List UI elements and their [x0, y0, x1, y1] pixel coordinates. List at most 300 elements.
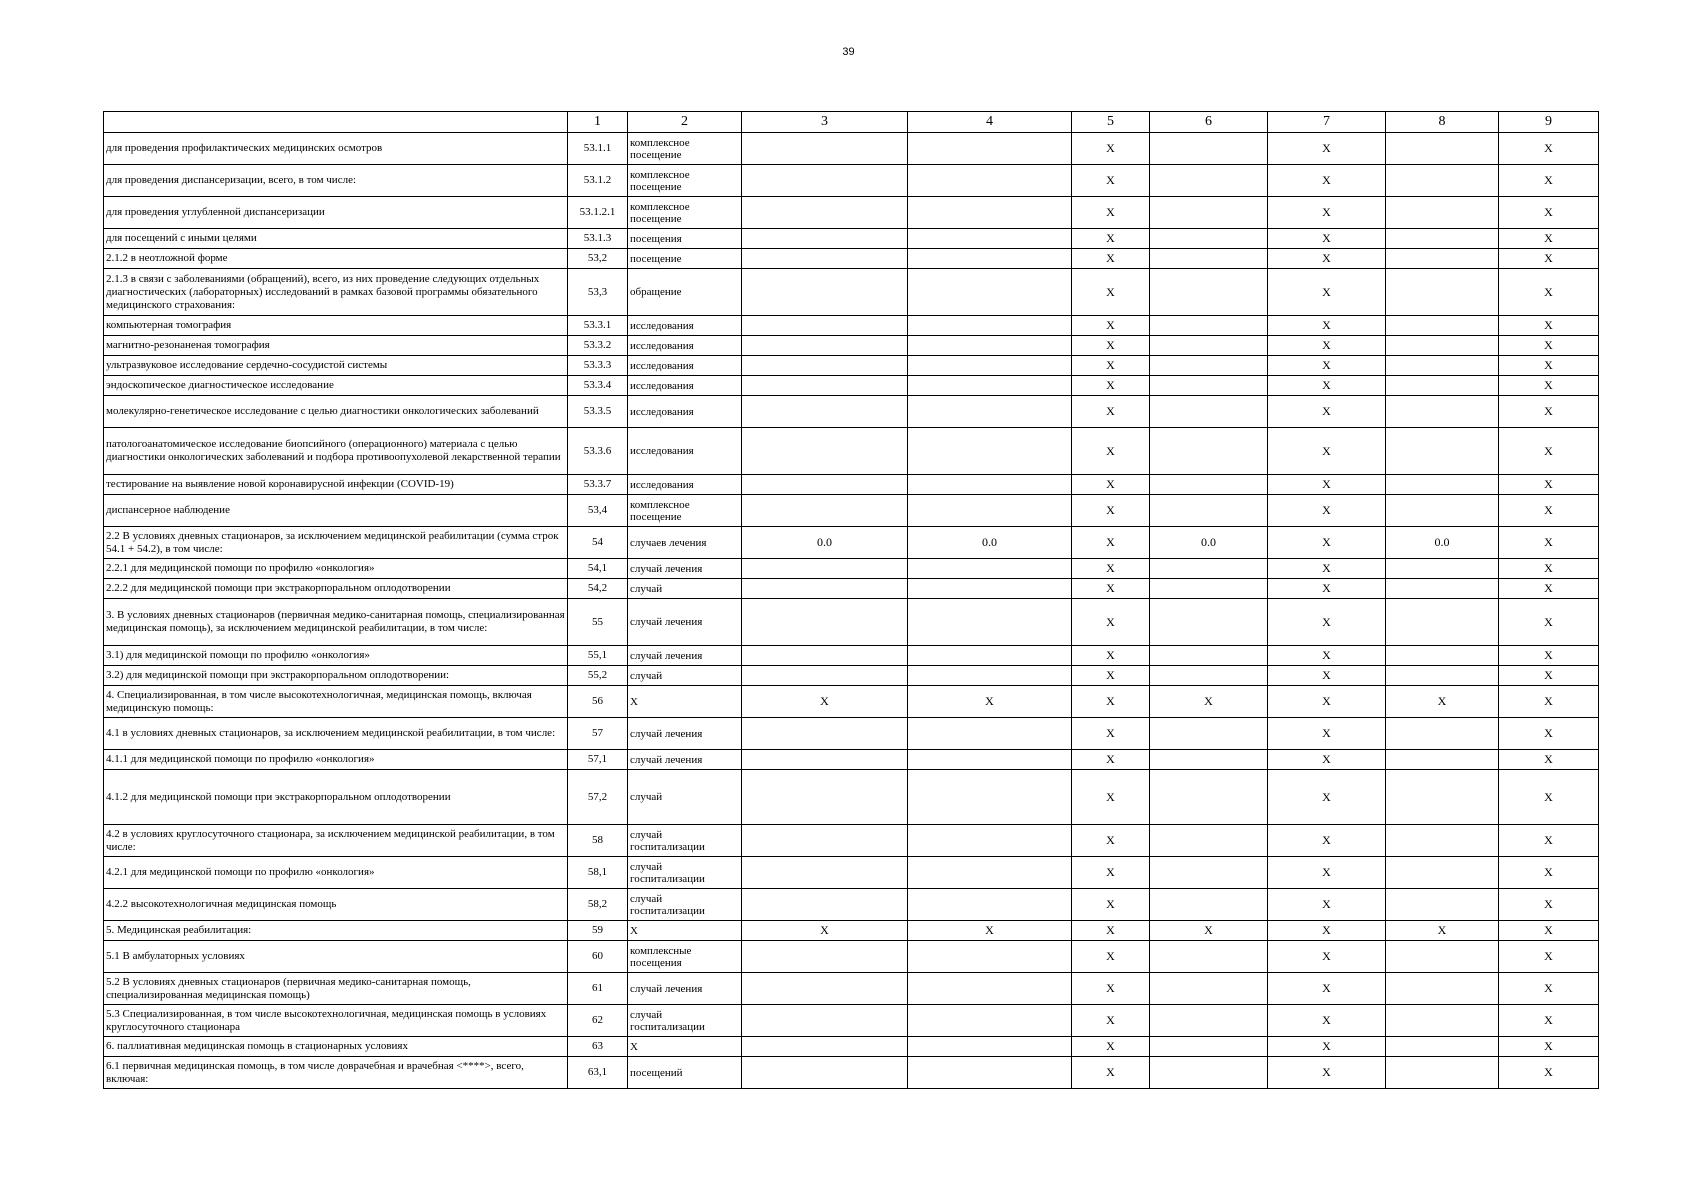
header-cell-7: 7: [1268, 112, 1386, 133]
value-cell-col-4: [908, 770, 1072, 825]
value-cell-col-6: [1150, 495, 1268, 527]
value-cell-col-7: X: [1268, 750, 1386, 770]
unit-cell: X: [628, 1037, 742, 1057]
value-cell-col-7: X: [1268, 825, 1386, 857]
row-code-cell: 53.1.1: [568, 133, 628, 165]
row-code-cell: 53.3.5: [568, 396, 628, 428]
value-cell-col-8: [1386, 973, 1499, 1005]
value-cell-col-7: X: [1268, 249, 1386, 269]
value-cell-col-9: X: [1499, 686, 1599, 718]
table-row: [104, 1037, 1599, 1057]
value-cell-col-5: X: [1072, 750, 1150, 770]
value-cell-col-4: [908, 396, 1072, 428]
value-cell-col-7: X: [1268, 559, 1386, 579]
value-cell-col-7: X: [1268, 1037, 1386, 1057]
table-row: [104, 750, 1599, 770]
row-label-cell: диспансерное наблюдение: [104, 495, 568, 527]
table-row: [104, 229, 1599, 249]
value-cell-col-8: [1386, 249, 1499, 269]
value-cell-col-5: X: [1072, 336, 1150, 356]
value-cell-col-5: X: [1072, 356, 1150, 376]
value-cell-col-9: X: [1499, 1005, 1599, 1037]
value-cell-col-7: X: [1268, 336, 1386, 356]
value-cell-col-9: X: [1499, 579, 1599, 599]
value-cell-col-5: X: [1072, 269, 1150, 316]
value-cell-col-9: X: [1499, 857, 1599, 889]
value-cell-col-8: [1386, 599, 1499, 646]
value-cell-col-7: X: [1268, 646, 1386, 666]
value-cell-col-5: X: [1072, 1005, 1150, 1037]
value-cell-col-7: X: [1268, 229, 1386, 249]
unit-cell: комплексное посещение: [628, 133, 742, 165]
row-label-cell: 4.1.2 для медицинской помощи при экстракорпоральном оплодотворении: [104, 770, 568, 825]
value-cell-col-9: X: [1499, 316, 1599, 336]
value-cell-col-9: X: [1499, 599, 1599, 646]
value-cell-col-9: X: [1499, 921, 1599, 941]
value-cell-col-6: [1150, 1005, 1268, 1037]
value-cell-col-6: [1150, 770, 1268, 825]
row-code-cell: 53.3.7: [568, 475, 628, 495]
row-code-cell: 53,3: [568, 269, 628, 316]
value-cell-col-8: [1386, 857, 1499, 889]
row-label-cell: 6.1 первичная медицинская помощь, в том числе доврачебная и врачебная <****>, всего, включая:: [104, 1057, 568, 1089]
value-cell-col-6: [1150, 428, 1268, 475]
value-cell-col-3: [742, 229, 908, 249]
row-label-cell: тестирование на выявление новой коронавирусной инфекции (COVID-19): [104, 475, 568, 495]
header-cell-8: 8: [1386, 112, 1499, 133]
value-cell-col-6: [1150, 889, 1268, 921]
row-label-cell: 2.1.3 в связи с заболеваниями (обращений), всего, из них проведение следующих отдельных диагностических (лабораторных) исследований в рамках базовой программы обязательного медицинского страхования:: [104, 269, 568, 316]
value-cell-col-7: X: [1268, 197, 1386, 229]
value-cell-col-4: [908, 197, 1072, 229]
unit-cell: исследования: [628, 316, 742, 336]
table-row: [104, 559, 1599, 579]
value-cell-col-5: X: [1072, 599, 1150, 646]
row-code-cell: 57,1: [568, 750, 628, 770]
value-cell-col-7: X: [1268, 921, 1386, 941]
row-label-cell: 6. паллиативная медицинская помощь в стационарных условиях: [104, 1037, 568, 1057]
value-cell-col-8: [1386, 495, 1499, 527]
value-cell-col-7: X: [1268, 495, 1386, 527]
value-cell-col-3: [742, 857, 908, 889]
value-cell-col-8: [1386, 1057, 1499, 1089]
value-cell-col-3: [742, 356, 908, 376]
value-cell-col-5: X: [1072, 686, 1150, 718]
unit-cell: случай лечения: [628, 750, 742, 770]
value-cell-col-6: [1150, 269, 1268, 316]
value-cell-col-7: X: [1268, 718, 1386, 750]
value-cell-col-3: [742, 825, 908, 857]
unit-cell: исследования: [628, 356, 742, 376]
value-cell-col-8: [1386, 718, 1499, 750]
value-cell-col-8: [1386, 269, 1499, 316]
value-cell-col-7: X: [1268, 941, 1386, 973]
row-code-cell: 53,4: [568, 495, 628, 527]
table-row: [104, 686, 1599, 718]
unit-cell: комплексное посещение: [628, 495, 742, 527]
table-row: [104, 197, 1599, 229]
value-cell-col-5: X: [1072, 559, 1150, 579]
value-cell-col-4: [908, 599, 1072, 646]
value-cell-col-3: [742, 396, 908, 428]
value-cell-col-5: X: [1072, 527, 1150, 559]
unit-cell: исследования: [628, 336, 742, 356]
unit-cell: случай лечения: [628, 599, 742, 646]
header-cell-5: 5: [1072, 112, 1150, 133]
row-label-cell: эндоскопическое диагностическое исследование: [104, 376, 568, 396]
value-cell-col-7: X: [1268, 1057, 1386, 1089]
table-row: [104, 1005, 1599, 1037]
value-cell-col-6: [1150, 666, 1268, 686]
value-cell-col-6: [1150, 316, 1268, 336]
value-cell-col-9: X: [1499, 889, 1599, 921]
value-cell-col-9: X: [1499, 1037, 1599, 1057]
page-number: 39: [842, 46, 855, 58]
table-row: [104, 133, 1599, 165]
row-code-cell: 58,2: [568, 889, 628, 921]
value-cell-col-8: X: [1386, 921, 1499, 941]
row-label-cell: 5.2 В условиях дневных стационаров (первичная медико-санитарная помощь, специализированная медицинская помощь): [104, 973, 568, 1005]
value-cell-col-9: X: [1499, 666, 1599, 686]
value-cell-col-4: [908, 579, 1072, 599]
value-cell-col-9: X: [1499, 646, 1599, 666]
value-cell-col-3: [742, 579, 908, 599]
row-code-cell: 53.3.3: [568, 356, 628, 376]
unit-cell: случай лечения: [628, 973, 742, 1005]
row-code-cell: 53,2: [568, 249, 628, 269]
unit-cell: X: [628, 921, 742, 941]
value-cell-col-4: [908, 1005, 1072, 1037]
value-cell-col-3: [742, 316, 908, 336]
value-cell-col-8: [1386, 666, 1499, 686]
value-cell-col-7: X: [1268, 857, 1386, 889]
value-cell-col-7: X: [1268, 475, 1386, 495]
table-row: [104, 718, 1599, 750]
value-cell-col-9: X: [1499, 165, 1599, 197]
table-row: [104, 770, 1599, 825]
value-cell-col-3: [742, 889, 908, 921]
value-cell-col-9: X: [1499, 527, 1599, 559]
row-code-cell: 57: [568, 718, 628, 750]
value-cell-col-5: X: [1072, 941, 1150, 973]
value-cell-col-6: [1150, 356, 1268, 376]
value-cell-col-7: X: [1268, 396, 1386, 428]
value-cell-col-3: X: [742, 686, 908, 718]
table-row: [104, 428, 1599, 475]
value-cell-col-4: [908, 428, 1072, 475]
value-cell-col-4: [908, 889, 1072, 921]
value-cell-col-5: X: [1072, 1057, 1150, 1089]
value-cell-col-8: [1386, 1037, 1499, 1057]
value-cell-col-6: [1150, 165, 1268, 197]
value-cell-col-4: [908, 857, 1072, 889]
value-cell-col-5: X: [1072, 133, 1150, 165]
row-label-cell: 4.2.1 для медицинской помощи по профилю «онкология»: [104, 857, 568, 889]
value-cell-col-7: X: [1268, 428, 1386, 475]
table-row: [104, 316, 1599, 336]
value-cell-col-8: [1386, 316, 1499, 336]
value-cell-col-6: [1150, 857, 1268, 889]
table-row: [104, 475, 1599, 495]
value-cell-col-6: [1150, 973, 1268, 1005]
row-label-cell: 4.2 в условиях круглосуточного стационара, за исключением медицинской реабилитации, в том числе:: [104, 825, 568, 857]
value-cell-col-9: X: [1499, 718, 1599, 750]
value-cell-col-3: [742, 475, 908, 495]
value-cell-col-4: [908, 941, 1072, 973]
value-cell-col-9: X: [1499, 559, 1599, 579]
row-code-cell: 60: [568, 941, 628, 973]
value-cell-col-3: [742, 269, 908, 316]
value-cell-col-9: X: [1499, 376, 1599, 396]
header-cell-4: 4: [908, 112, 1072, 133]
value-cell-col-7: X: [1268, 973, 1386, 1005]
value-cell-col-4: [908, 973, 1072, 1005]
row-label-cell: 2.2 В условиях дневных стационаров, за исключением медицинской реабилитации (сумма строк 54.1 + 54.2), в том числе:: [104, 527, 568, 559]
value-cell-col-3: [742, 1037, 908, 1057]
table-row: [104, 376, 1599, 396]
value-cell-col-4: [908, 559, 1072, 579]
value-cell-col-4: [908, 376, 1072, 396]
table-row: [104, 857, 1599, 889]
value-cell-col-6: [1150, 249, 1268, 269]
data-table: [103, 111, 1599, 1089]
value-cell-col-4: [908, 1057, 1072, 1089]
value-cell-col-3: [742, 197, 908, 229]
value-cell-col-9: X: [1499, 750, 1599, 770]
value-cell-col-8: [1386, 396, 1499, 428]
row-label-cell: ультразвуковое исследование сердечно-сосудистой системы: [104, 356, 568, 376]
value-cell-col-3: [742, 973, 908, 1005]
value-cell-col-7: X: [1268, 133, 1386, 165]
value-cell-col-9: X: [1499, 396, 1599, 428]
value-cell-col-3: [742, 133, 908, 165]
value-cell-col-5: X: [1072, 428, 1150, 475]
value-cell-col-4: [908, 666, 1072, 686]
row-label-cell: для проведения углубленной диспансеризации: [104, 197, 568, 229]
row-code-cell: 53.3.2: [568, 336, 628, 356]
value-cell-col-6: [1150, 559, 1268, 579]
value-cell-col-4: [908, 646, 1072, 666]
value-cell-col-3: X: [742, 921, 908, 941]
table-row: [104, 579, 1599, 599]
value-cell-col-9: X: [1499, 941, 1599, 973]
value-cell-col-5: X: [1072, 579, 1150, 599]
value-cell-col-3: [742, 750, 908, 770]
value-cell-col-9: X: [1499, 269, 1599, 316]
value-cell-col-3: [742, 599, 908, 646]
value-cell-col-3: [742, 770, 908, 825]
table-row: [104, 249, 1599, 269]
value-cell-col-9: X: [1499, 229, 1599, 249]
row-label-cell: 4.1.1 для медицинской помощи по профилю «онкология»: [104, 750, 568, 770]
value-cell-col-9: X: [1499, 825, 1599, 857]
value-cell-col-4: 0.0: [908, 527, 1072, 559]
header-cell-3: 3: [742, 112, 908, 133]
header-cell-9: 9: [1499, 112, 1599, 133]
value-cell-col-5: X: [1072, 376, 1150, 396]
row-code-cell: 59: [568, 921, 628, 941]
value-cell-col-5: X: [1072, 396, 1150, 428]
row-label-cell: 4. Специализированная, в том числе высокотехнологичная, медицинская помощь, включая медицинскую помощь:: [104, 686, 568, 718]
value-cell-col-9: X: [1499, 197, 1599, 229]
table-row: [104, 527, 1599, 559]
value-cell-col-8: [1386, 559, 1499, 579]
value-cell-col-3: [742, 1005, 908, 1037]
unit-cell: обращение: [628, 269, 742, 316]
value-cell-col-4: [908, 249, 1072, 269]
value-cell-col-5: X: [1072, 857, 1150, 889]
value-cell-col-9: X: [1499, 495, 1599, 527]
value-cell-col-6: [1150, 475, 1268, 495]
value-cell-col-7: X: [1268, 686, 1386, 718]
header-cell-6: 6: [1150, 112, 1268, 133]
value-cell-col-3: [742, 336, 908, 356]
value-cell-col-8: [1386, 336, 1499, 356]
unit-cell: комплексное посещение: [628, 165, 742, 197]
value-cell-col-6: [1150, 579, 1268, 599]
value-cell-col-6: [1150, 599, 1268, 646]
value-cell-col-9: X: [1499, 973, 1599, 1005]
value-cell-col-6: [1150, 750, 1268, 770]
value-cell-col-7: X: [1268, 269, 1386, 316]
row-label-cell: 3. В условиях дневных стационаров (первичная медико-санитарная помощь, специализированная медицинская помощь), за исключением медицинской реабилитации, в том числе:: [104, 599, 568, 646]
row-label-cell: 4.2.2 высокотехнологичная медицинская помощь: [104, 889, 568, 921]
value-cell-col-4: [908, 1037, 1072, 1057]
unit-cell: случай лечения: [628, 559, 742, 579]
value-cell-col-5: X: [1072, 475, 1150, 495]
row-code-cell: 53.3.6: [568, 428, 628, 475]
value-cell-col-9: X: [1499, 133, 1599, 165]
value-cell-col-4: [908, 229, 1072, 249]
row-code-cell: 61: [568, 973, 628, 1005]
value-cell-col-7: X: [1268, 165, 1386, 197]
value-cell-col-4: X: [908, 921, 1072, 941]
table-row: [104, 973, 1599, 1005]
table-header-row: [104, 112, 1599, 133]
row-code-cell: 63,1: [568, 1057, 628, 1089]
row-label-cell: 3.2) для медицинской помощи при экстракорпоральном оплодотворении:: [104, 666, 568, 686]
value-cell-col-8: [1386, 133, 1499, 165]
value-cell-col-5: X: [1072, 921, 1150, 941]
value-cell-col-5: X: [1072, 316, 1150, 336]
value-cell-col-6: [1150, 229, 1268, 249]
row-code-cell: 55: [568, 599, 628, 646]
unit-cell: X: [628, 686, 742, 718]
value-cell-col-6: [1150, 133, 1268, 165]
row-label-cell: 2.1.2 в неотложной форме: [104, 249, 568, 269]
value-cell-col-4: [908, 165, 1072, 197]
value-cell-col-8: [1386, 646, 1499, 666]
unit-cell: случай: [628, 579, 742, 599]
row-code-cell: 54: [568, 527, 628, 559]
value-cell-col-8: [1386, 770, 1499, 825]
row-label-cell: 5. Медицинская реабилитация:: [104, 921, 568, 941]
row-label-cell: магнитно-резонаненая томография: [104, 336, 568, 356]
value-cell-col-5: X: [1072, 973, 1150, 1005]
unit-cell: случай лечения: [628, 718, 742, 750]
value-cell-col-7: X: [1268, 666, 1386, 686]
value-cell-col-8: [1386, 750, 1499, 770]
unit-cell: случай госпитализации: [628, 1005, 742, 1037]
value-cell-col-6: X: [1150, 686, 1268, 718]
value-cell-col-5: X: [1072, 249, 1150, 269]
value-cell-col-4: [908, 316, 1072, 336]
row-code-cell: 57,2: [568, 770, 628, 825]
value-cell-col-5: X: [1072, 889, 1150, 921]
header-cell-1: 1: [568, 112, 628, 133]
value-cell-col-7: X: [1268, 599, 1386, 646]
row-label-cell: для проведения диспансеризации, всего, в том числе:: [104, 165, 568, 197]
value-cell-col-3: [742, 1057, 908, 1089]
value-cell-col-7: X: [1268, 527, 1386, 559]
unit-cell: случай госпитализации: [628, 825, 742, 857]
value-cell-col-4: [908, 495, 1072, 527]
value-cell-col-4: [908, 336, 1072, 356]
value-cell-col-8: [1386, 941, 1499, 973]
unit-cell: комплексное посещение: [628, 197, 742, 229]
value-cell-col-8: [1386, 825, 1499, 857]
value-cell-col-3: [742, 428, 908, 475]
unit-cell: исследования: [628, 396, 742, 428]
value-cell-col-5: X: [1072, 165, 1150, 197]
value-cell-col-6: [1150, 825, 1268, 857]
value-cell-col-5: X: [1072, 718, 1150, 750]
value-cell-col-5: X: [1072, 1037, 1150, 1057]
row-label-cell: 4.1 в условиях дневных стационаров, за исключением медицинской реабилитации, в том числе:: [104, 718, 568, 750]
table-body: [104, 133, 1599, 1089]
value-cell-col-8: [1386, 889, 1499, 921]
row-code-cell: 62: [568, 1005, 628, 1037]
value-cell-col-7: X: [1268, 770, 1386, 825]
row-code-cell: 53.3.4: [568, 376, 628, 396]
value-cell-col-7: X: [1268, 316, 1386, 336]
row-label-cell: компьютерная томография: [104, 316, 568, 336]
table-row: [104, 356, 1599, 376]
value-cell-col-8: [1386, 475, 1499, 495]
value-cell-col-4: X: [908, 686, 1072, 718]
table-row: [104, 889, 1599, 921]
value-cell-col-9: X: [1499, 356, 1599, 376]
table-row: [104, 269, 1599, 316]
row-code-cell: 58: [568, 825, 628, 857]
unit-cell: исследования: [628, 428, 742, 475]
value-cell-col-6: [1150, 396, 1268, 428]
row-label-cell: 3.1) для медицинской помощи по профилю «онкология»: [104, 646, 568, 666]
unit-cell: исследования: [628, 475, 742, 495]
unit-cell: случай лечения: [628, 646, 742, 666]
value-cell-col-3: [742, 666, 908, 686]
table-row: [104, 495, 1599, 527]
value-cell-col-6: [1150, 1057, 1268, 1089]
value-cell-col-9: X: [1499, 336, 1599, 356]
row-label-cell: для проведения профилактических медицинских осмотров: [104, 133, 568, 165]
value-cell-col-8: [1386, 428, 1499, 475]
value-cell-col-8: [1386, 1005, 1499, 1037]
value-cell-col-7: X: [1268, 356, 1386, 376]
row-code-cell: 53.3.1: [568, 316, 628, 336]
row-code-cell: 53.1.3: [568, 229, 628, 249]
value-cell-col-9: X: [1499, 1057, 1599, 1089]
value-cell-col-3: [742, 495, 908, 527]
value-cell-col-4: [908, 356, 1072, 376]
row-code-cell: 55,1: [568, 646, 628, 666]
value-cell-col-9: X: [1499, 475, 1599, 495]
value-cell-col-8: [1386, 579, 1499, 599]
value-cell-col-3: [742, 718, 908, 750]
value-cell-col-6: [1150, 941, 1268, 973]
value-cell-col-8: [1386, 356, 1499, 376]
value-cell-col-6: 0.0: [1150, 527, 1268, 559]
